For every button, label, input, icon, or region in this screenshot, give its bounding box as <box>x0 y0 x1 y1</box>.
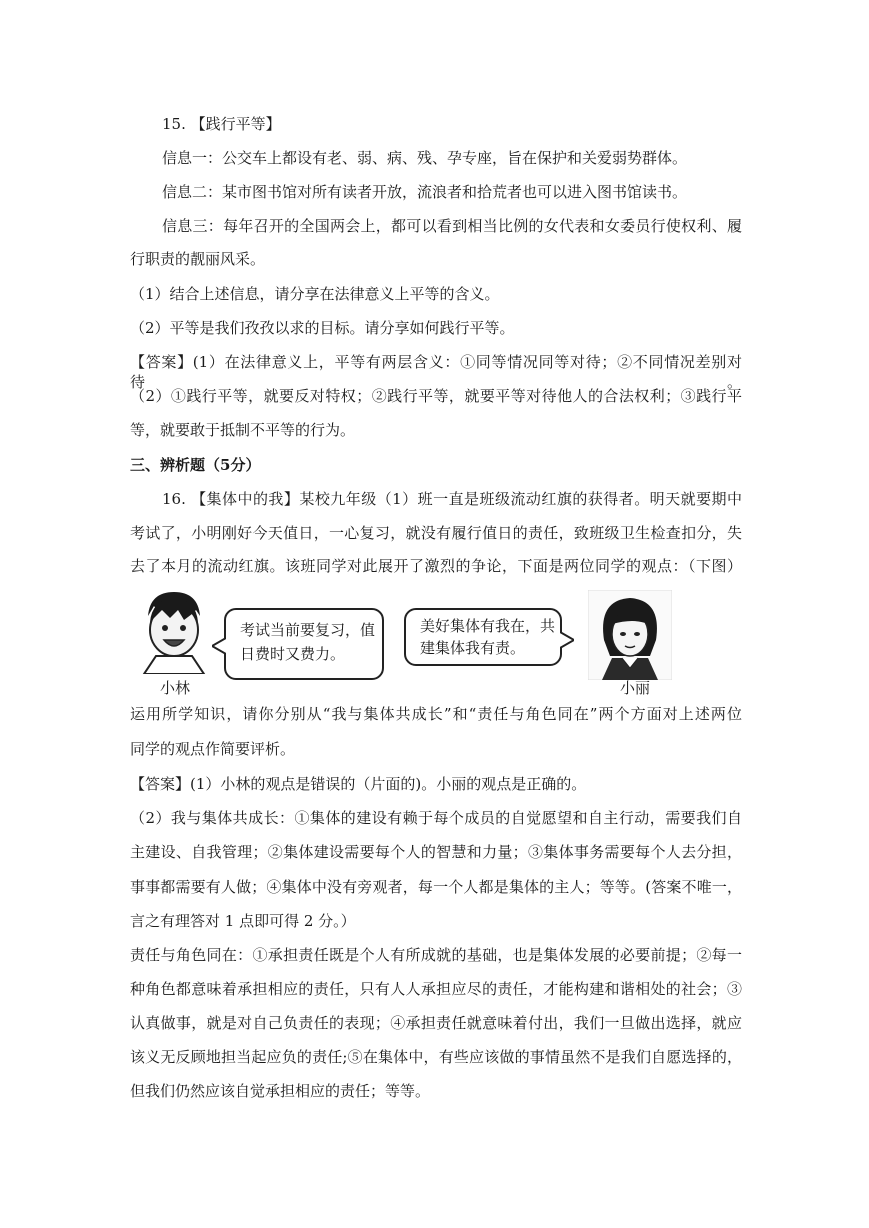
q15-question2: （2）平等是我们孜孜以求的目标。请分享如何践行平等。 <box>130 319 515 337</box>
xiaoli-avatar <box>588 590 672 680</box>
q15-answer-line1: 【答案】(1）在法律意义上，平等有两层含义：①同等情况同等对待；②不同情况差别对待。 <box>130 353 742 391</box>
section3-heading: 三、辨析题（5分） <box>130 456 261 474</box>
q16-prompt-line1: 运用所学知识，请你分别从“我与集体共成长”和“责任与角色同在”两个方面对上述两位 <box>130 705 742 723</box>
q15-title: 15. 【践行平等】 <box>162 115 281 133</box>
q15-info1: 信息一：公交车上都设有老、弱、病、残、孕专座，旨在保护和关爱弱势群体。 <box>162 149 688 167</box>
xiaolin-name: 小林 <box>160 679 191 697</box>
xiaoli-bubble-tail <box>560 632 574 648</box>
q16-answer-line7: 种角色都意味着承担相应的责任，只有人人承担应尽的责任，才能构建和谐相处的社会；③ <box>130 980 742 998</box>
q15-answer-line3: 等，就要敢于抵制不平等的行为。 <box>130 421 356 439</box>
q15-answer-line2: （2）①践行平等，就要反对特权；②践行平等，就要平等对待他人的合法权利；③践行平 <box>130 387 742 405</box>
q16-answer-line2: （2）我与集体共成长：①集体的建设有赖于每个成员的自觉愿望和自主行动，需要我们自 <box>130 809 742 827</box>
q16-answer-line4: 事事都需要有人做；④集体中没有旁观者，每一个人都是集体的主人；等等。(答案不唯一， <box>130 878 742 896</box>
xiaoli-bubble-line1: 美好集体有我在，共 <box>420 617 556 635</box>
q15-info2: 信息二：某市图书馆对所有读者开放，流浪者和拾荒者也可以进入图书馆读书。 <box>162 183 688 201</box>
q16-answer-line8: 认真做事，就是对自己负责任的表现；④承担责任就意味着付出，我们一旦做出选择，就应 <box>130 1014 742 1032</box>
xiaolin-bubble-line1: 考试当前要复习，值 <box>240 621 376 639</box>
q16-line1: 16. 【集体中的我】某校九年级（1）班一直是班级流动红旗的获得者。明天就要期中 <box>162 490 742 508</box>
q15-question1: （1）结合上述信息，请分享在法律意义上平等的含义。 <box>130 285 500 303</box>
q16-line3: 去了本月的流动红旗。该班同学对此展开了激烈的争论，下面是两位同学的观点：（下图） <box>130 557 742 575</box>
q15-info3-line1: 信息三：每年召开的全国两会上，都可以看到相当比例的女代表和女委员行使权利、履 <box>162 217 742 235</box>
q16-answer-line9: 该义无反顾地担当起应负的责任;⑤在集体中，有些应该做的事情虽然不是我们自愿选择的， <box>130 1048 742 1066</box>
q15-info3-line2: 行职责的靓丽风采。 <box>130 250 266 268</box>
xiaolin-bubble-line2: 日费时又费力。 <box>240 645 346 663</box>
q16-line2: 考试了，小明刚好今天值日，一心复习，就没有履行值日的责任，致班级卫生检查扣分，失 <box>130 524 742 542</box>
q16-answer-line10: 但我们仍然应该自觉承担相应的责任；等等。 <box>130 1082 431 1100</box>
q16-answer-line3: 主建设、自我管理；②集体建设需要每个人的智慧和力量；③集体事务需要每个人去分担， <box>130 843 742 861</box>
xiaoli-bubble-line2: 建集体我有责。 <box>420 639 526 657</box>
q16-prompt-line2: 同学的观点作简要评析。 <box>130 740 296 758</box>
q16-answer-line1: 【答案】(1）小林的观点是错误的（片面的)。小丽的观点是正确的。 <box>130 775 587 793</box>
xiaolin-avatar <box>134 586 212 674</box>
xiaoli-speech-bubble <box>404 608 562 666</box>
xiaolin-speech-bubble <box>224 608 384 680</box>
q16-answer-line6: 责任与角色同在：①承担责任既是个人有所成就的基础，也是集体发展的必要前提；②每一 <box>130 946 742 964</box>
xiaolin-bubble-tail <box>212 638 226 654</box>
xiaoli-name: 小丽 <box>620 679 651 697</box>
q16-answer-line5: 言之有理答对 1 点即可得 2 分。） <box>130 912 356 930</box>
debate-figure <box>130 586 742 698</box>
